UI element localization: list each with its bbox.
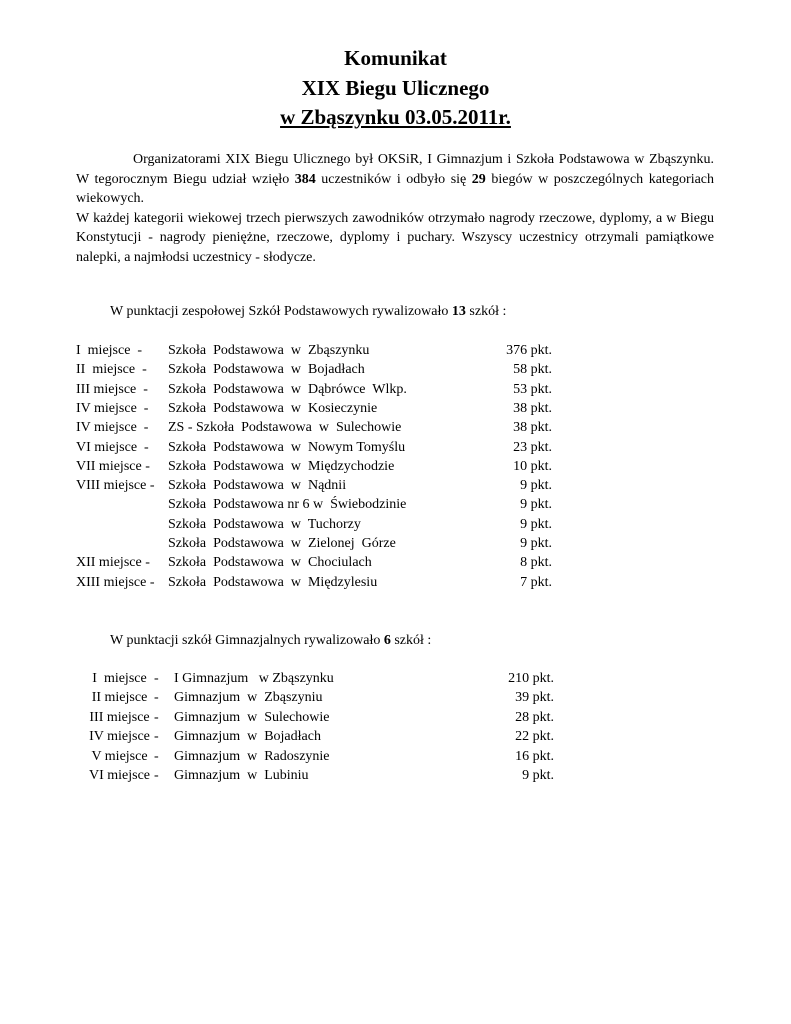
gymnasium-title-text: W punktacji szkół Gimnazjalnych rywalizowało — [110, 633, 384, 648]
result-school: ZS - Szkoła Podstawowa w Sulechowie — [168, 420, 402, 436]
result-points: 16 pkt. — [515, 748, 554, 764]
result-place: I miejsce - — [76, 343, 143, 358]
result-dash: - — [154, 709, 159, 725]
result-school: Gimnazjum w Zbąszyniu — [174, 690, 323, 706]
result-school: Gimnazjum w Lubiniu — [174, 768, 309, 783]
result-points: 22 pkt. — [515, 729, 554, 745]
result-points: 39 pkt. — [515, 690, 554, 706]
result-place: II miejsce - — [76, 362, 147, 378]
result-points: 9 pkt. — [522, 768, 554, 783]
intro-paragraph-2: W każdej kategorii wiekowej trzech pierwszych zawodników otrzymało nagrody rzeczowe, dyplomy, a w Biegu Konstytucji - nagrody pieniężne, rzeczowe, dyplomy i puchary. Wszyscy uczestnicy otrzymali pamiątkowe nalepki, a najmłodsi uczestnicy - słodycze. — [76, 210, 714, 265]
result-place: XII miejsce - — [76, 555, 150, 571]
result-place: VII miejsce - — [76, 458, 150, 474]
result-place: IV miejsce - — [76, 400, 149, 416]
result-points: 23 pkt. — [513, 439, 552, 455]
runs-count: 29 — [471, 171, 486, 187]
result-place: II miejsce — [91, 690, 148, 706]
event-name: XIX Biegu Ulicznego — [301, 76, 490, 100]
primary-school-count: 13 — [451, 304, 466, 319]
intro-paragraph-1 — [76, 150, 714, 209]
result-school: Szkoła Podstawowa w Międzylesiu — [168, 574, 378, 590]
intro-text — [76, 150, 714, 267]
result-school: Szkoła Podstawowa w Kosieczynie — [168, 400, 378, 416]
result-dash: - — [154, 671, 159, 686]
document-title: Komunikat — [344, 46, 447, 70]
primary-section-title — [110, 302, 506, 321]
result-school: Szkoła Podstawowa w Tuchorzy — [168, 516, 361, 532]
result-place: XIII miejsce - — [76, 574, 155, 590]
event-place-date: w Zbąszynku 03.05.2011r. — [280, 105, 511, 129]
result-points: 28 pkt. — [515, 709, 554, 725]
result-school: Szkoła Podstawowa w Nądnii — [168, 478, 347, 494]
result-points: 38 pkt. — [513, 400, 552, 416]
result-dash: - — [154, 768, 159, 783]
result-points: 9 pkt. — [520, 516, 552, 532]
result-place: VI miejsce — [88, 768, 151, 783]
result-place: III miejsce — [89, 709, 150, 725]
result-points: 7 pkt. — [520, 574, 552, 590]
gymnasium-section-title — [110, 631, 431, 650]
gymnasium-school-count: 6 — [383, 633, 391, 648]
result-points: 53 pkt. — [513, 381, 552, 397]
result-place: VIII miejsce - — [76, 478, 155, 494]
result-school: Szkoła Podstawowa w Dąbrówce Wlkp. — [168, 381, 407, 397]
result-place: III miejsce - — [76, 381, 148, 397]
result-school: Szkoła Podstawowa w Chociulach — [168, 555, 372, 571]
result-points: 8 pkt. — [520, 555, 552, 571]
primary-title-text: W punktacji zespołowej Szkół Podstawowych rywalizowało — [110, 304, 452, 319]
result-dash: - — [154, 690, 159, 706]
result-points: 9 pkt. — [520, 497, 552, 513]
gymnasium-title-suffix: szkół : — [390, 633, 432, 648]
result-dash: - — [154, 729, 159, 745]
result-points: 10 pkt. — [513, 458, 552, 474]
result-school: Szkoła Podstawowa nr 6 w Świebodzinie — [168, 497, 407, 513]
primary-title-suffix: szkół : — [465, 304, 507, 319]
participants-count: 384 — [294, 171, 316, 187]
result-school: Szkoła Podstawowa w Nowym Tomyślu — [168, 439, 406, 455]
result-school: Szkoła Podstawowa w Zbąszynku — [168, 343, 370, 358]
result-place: V miejsce — [91, 748, 148, 764]
result-points: 376 pkt. — [506, 343, 552, 358]
result-points: 9 pkt. — [520, 478, 552, 494]
result-school: Gimnazjum w Sulechowie — [174, 709, 330, 725]
result-place: IV miejsce — [89, 729, 150, 745]
intro-text-c: biegów w poszczególnych kategoriach wiekowych. — [76, 171, 715, 206]
result-points: 210 pkt. — [508, 671, 554, 686]
result-points: 58 pkt. — [513, 362, 552, 378]
result-school: Gimnazjum w Bojadłach — [174, 729, 321, 745]
result-school: Szkoła Podstawowa w Bojadłach — [168, 362, 365, 378]
result-points: 9 pkt. — [520, 536, 552, 551]
result-school: Szkoła Podstawowa w Międzychodzie — [168, 458, 395, 474]
result-school: Gimnazjum w Radoszynie — [174, 748, 330, 764]
result-points: 38 pkt. — [513, 420, 552, 436]
result-place: VI miejsce - — [76, 439, 149, 455]
result-place: I miejsce — [92, 671, 147, 686]
intro-text-a: Organizatorami XIX Biegu Ulicznego był OKSiR, I Gimnazjum i Szkoła Podstawowa w Zbąszynku. W tegorocznym Biegu udział wzięło — [76, 152, 714, 187]
intro-text-b: uczestników i odbyło się — [315, 171, 472, 187]
result-dash: - — [154, 748, 159, 764]
result-school: Szkoła Podstawowa w Zielonej Górze — [168, 536, 396, 551]
result-place: IV miejsce - — [76, 420, 149, 436]
result-school: I Gimnazjum w Zbąszynku — [174, 671, 334, 686]
